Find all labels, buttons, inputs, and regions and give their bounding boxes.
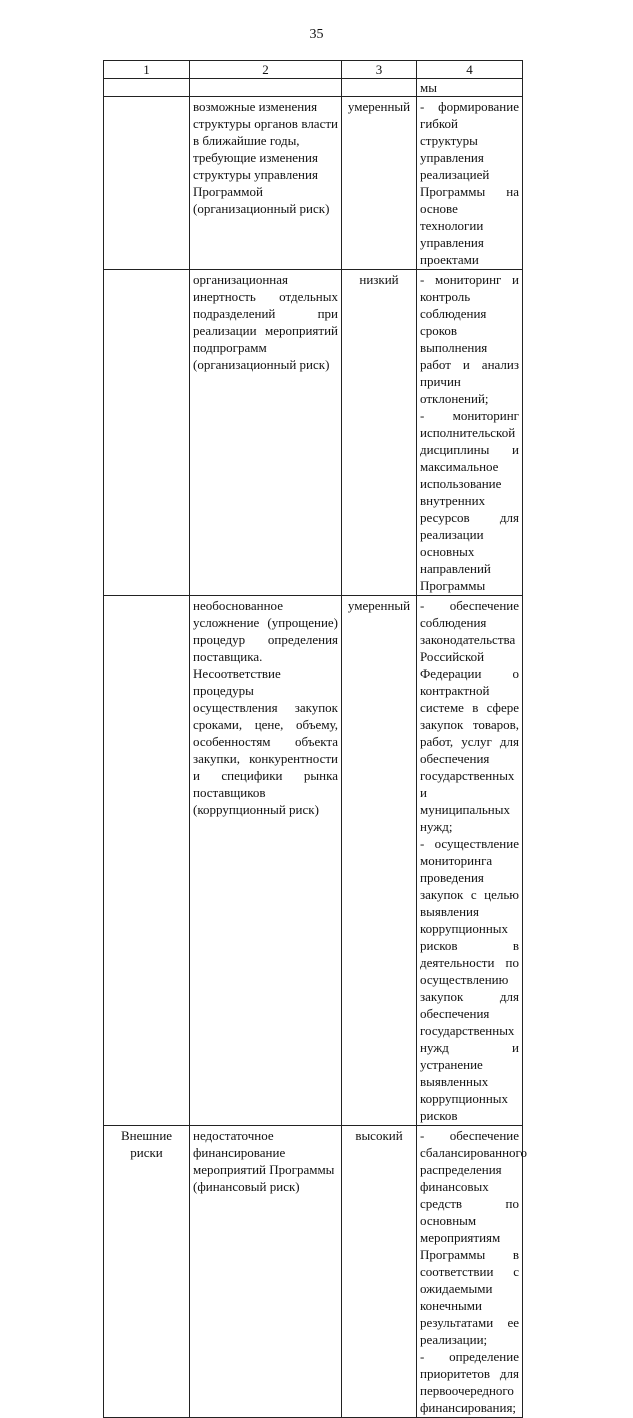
risk-category: (коррупционный риск) [193, 802, 319, 817]
risk-group-cell: Внешние риски [104, 1126, 190, 1418]
risk-text: Программой [193, 184, 263, 199]
measures-cell [417, 1126, 528, 1418]
risk-group-cell [104, 270, 190, 596]
risk-group-cell [104, 97, 190, 270]
risk-description-cell [190, 97, 342, 270]
risk-category: (организационный риск) [193, 357, 330, 372]
risk-text: недостаточное финансирование мероприятий Программы [193, 1128, 335, 1177]
risk-level-cell: умеренный [342, 596, 417, 1126]
table-row [104, 97, 523, 270]
measures-cell [417, 97, 523, 270]
column-header-4: 4 [417, 61, 523, 79]
page-number: 35 [309, 27, 324, 42]
continuation-row [104, 79, 523, 97]
risk-text: структуры органов власти в ближайшие годы, [193, 116, 338, 148]
measure-text: - осуществление мониторинга проведения закупок с целью выявления коррупционных рисков в деятельности по осуществлению закупок для обеспечения государственных нужд и устранение выявленных коррупционных рисков [420, 836, 519, 1123]
risk-group-cell [104, 596, 190, 1126]
measures-cell [417, 596, 523, 1126]
measure-text: - определение приоритетов для первоочередного финансирования; [420, 1349, 519, 1415]
risk-text: требующие изменения [193, 150, 318, 165]
risk-level-cell: высокий [342, 1126, 417, 1418]
continuation-text: мы [417, 79, 523, 97]
risk-description-cell [190, 1126, 342, 1418]
risk-text: организационная инертность отдельных подразделений при реализации мероприятий подпрограмм [193, 272, 338, 355]
risk-level-cell: умеренный [342, 97, 417, 270]
risk-text: Несоответствие процедуры осуществления закупок сроками, цене, объему, особенностям объекта закупки, конкурентности и специфики рынка поставщиков [193, 666, 338, 800]
table-header-row [104, 61, 523, 79]
risk-table [103, 60, 528, 1418]
column-header-3: 3 [342, 61, 417, 79]
risk-level-cell: низкий [342, 270, 417, 596]
risk-text: необоснованное усложнение (упрощение) процедур определения поставщика. [193, 598, 338, 664]
measure-text: - формирование гибкой [420, 99, 519, 131]
measure-text: структуры управления реализацией Программы на основе [420, 133, 519, 216]
column-header-2: 2 [190, 61, 342, 79]
measure-text: - мониторинг и контроль соблюдения сроков выполнения работ и анализ причин отклонений; [420, 272, 519, 406]
measure-text: - обеспечение сбалансированного распределения финансовых средств по основным мероприятиям Программы в соответствии с ожидаемыми конечными результатами ее реализации; [420, 1128, 528, 1347]
risk-text: возможные изменения [193, 99, 318, 114]
risk-category: (организационный риск) [193, 201, 330, 216]
table-row [104, 596, 523, 1126]
measure-text: - обеспечение соблюдения законодательства Российской Федерации о контрактной системе в сфере закупок товаров, работ, услуг для обеспечения государственных и муниципальных нужд; [420, 598, 519, 834]
table-row [104, 1126, 523, 1418]
measure-text: технологии управления [420, 218, 484, 250]
measure-text: проектами [420, 252, 479, 267]
risk-text: структуры управления [193, 167, 318, 182]
measures-cell [417, 270, 523, 596]
risk-description-cell [190, 270, 342, 596]
table-row [104, 270, 523, 596]
measure-text: - мониторинг исполнительской дисциплины и максимальное использование внутренних ресурсов для реализации основных направлений Программы [420, 408, 519, 593]
risk-category: (финансовый риск) [193, 1179, 300, 1194]
column-header-1: 1 [104, 61, 190, 79]
risk-description-cell [190, 596, 342, 1126]
